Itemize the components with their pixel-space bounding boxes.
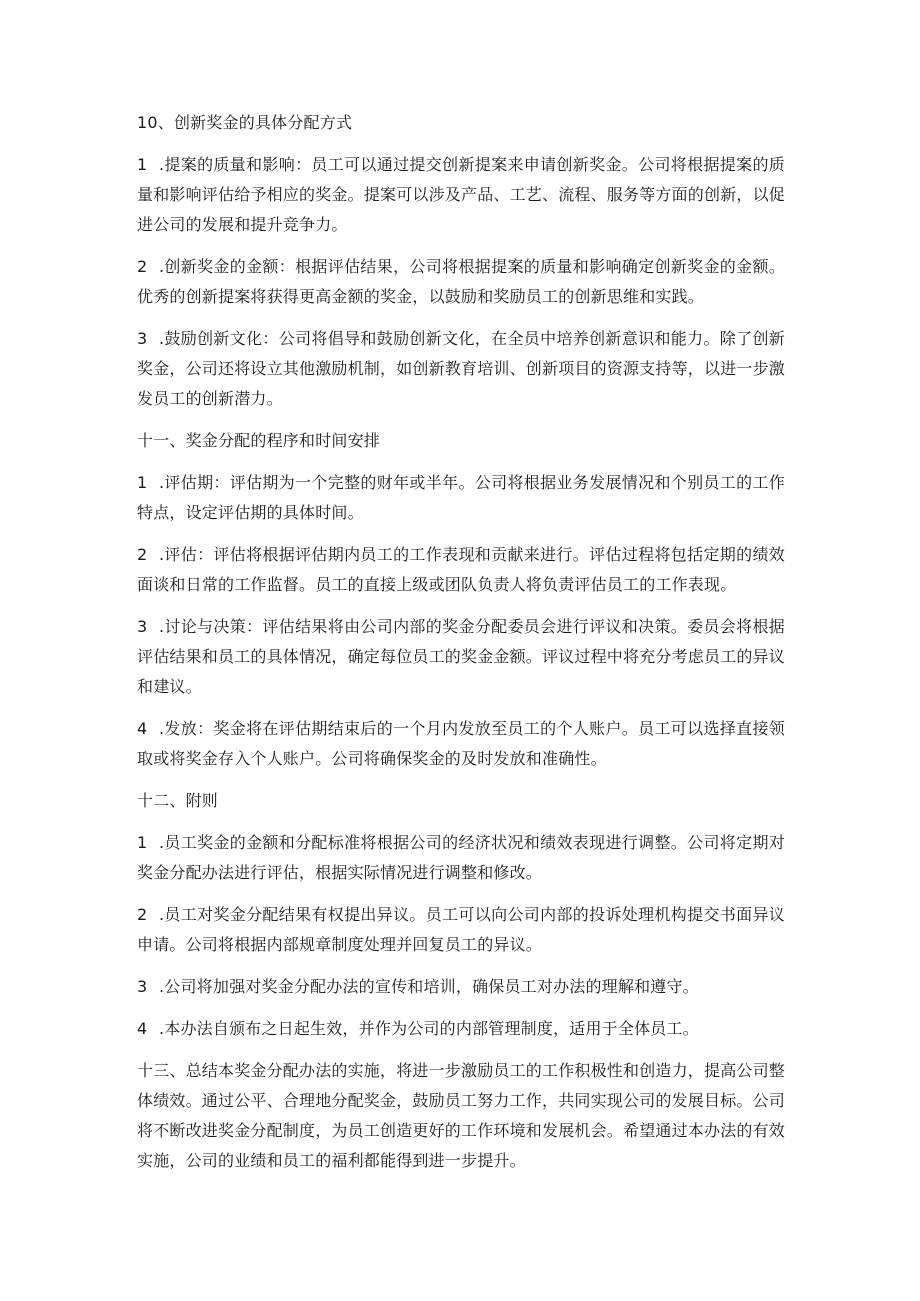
section-11-item-4 (137, 714, 785, 774)
section-10-item-3 (137, 324, 785, 414)
item-number: 1 (137, 155, 148, 174)
item-text: .员工奖金的金额和分配标准将根据公司的经济状况和绩效表现进行调整。公司将定期对奖金分配办法进行评估，根据实际情况进行调整和修改。 (137, 833, 785, 882)
item-text: .员工对奖金分配结果有权提出异议。员工可以向公司内部的投诉处理机构提交书面异议申请。公司将根据内部规章制度处理并回复员工的异议。 (137, 905, 785, 954)
item-text: .鼓励创新文化：公司将倡导和鼓励创新文化，在全员中培养创新意识和能力。除了创新奖金，公司还将设立其他激励机制，如创新教育培训、创新项目的资源支持等，以进一步激发员工的创新潜力。 (137, 329, 786, 408)
item-text: .本办法自颁布之日起生效，并作为公司的内部管理制度，适用于全体员工。 (159, 1019, 699, 1038)
item-number: 2 (137, 905, 148, 924)
item-text: .评估：评估将根据评估期内员工的工作表现和贡献来进行。评估过程将包括定期的绩效面谈和日常的工作监督。员工的直接上级或团队负责人将负责评估员工的工作表现。 (137, 545, 785, 594)
section-11-item-3 (137, 612, 785, 702)
item-text: .提案的质量和影响：员工可以通过提交创新提案来申请创新奖金。公司将根据提案的质量和影响评估给予相应的奖金。提案可以涉及产品、工艺、流程、服务等方面的创新，以促进公司的发展和提升竞争力。 (137, 155, 786, 234)
item-number: 1 (137, 833, 148, 852)
section-11-item-1 (137, 468, 785, 528)
section-10-item-1 (137, 150, 785, 240)
section-heading-12: 十二、附则 (137, 791, 219, 810)
item-number: 4 (137, 719, 148, 738)
item-text: .发放：奖金将在评估期结束后的一个月内发放至员工的个人账户。员工可以选择直接领取或将奖金存入个人账户。公司将确保奖金的及时发放和准确性。 (137, 719, 785, 768)
section-11-item-2 (137, 540, 785, 600)
section-12-item-1 (137, 828, 785, 888)
item-number: 2 (137, 257, 148, 276)
item-text: .评估期：评估期为一个完整的财年或半年。公司将根据业务发展情况和个别员工的工作特点，设定评估期的具体时间。 (137, 473, 785, 522)
conclusion-paragraph: 十三、总结本奖金分配办法的实施，将进一步激励员工的工作积极性和创造力，提高公司整体绩效。通过公平、合理地分配奖金，鼓励员工努力工作，共同实现公司的发展目标。公司将不断改进奖金分配制度，为员工创造更好的工作环境和发展机会。希望通过本办法的有效实施，公司的业绩和员工的福利都能得到进一步提升。 (137, 1061, 786, 1170)
section-12-item-2 (137, 900, 785, 960)
section-10-item-2 (137, 252, 785, 312)
section-heading-11: 十一、奖金分配的程序和时间安排 (137, 431, 381, 450)
item-number: 3 (137, 977, 148, 996)
section-12-item-3 (137, 972, 785, 1002)
item-text: .公司将加强对奖金分配办法的宣传和培训，确保员工对办法的理解和遵守。 (159, 977, 699, 996)
item-text: .讨论与决策：评估结果将由公司内部的奖金分配委员会进行评议和决策。委员会将根据评估结果和员工的具体情况，确定每位员工的奖金金额。评议过程中将充分考虑员工的异议和建议。 (137, 617, 786, 696)
item-number: 4 (137, 1019, 148, 1038)
item-number: 3 (137, 617, 148, 636)
item-number: 3 (137, 329, 148, 348)
item-number: 2 (137, 545, 148, 564)
section-12-item-4 (137, 1014, 785, 1044)
document-page (137, 108, 785, 1188)
section-heading-10: 10、创新奖金的具体分配方式 (137, 113, 353, 132)
item-number: 1 (137, 473, 148, 492)
item-text: .创新奖金的金额：根据评估结果，公司将根据提案的质量和影响确定创新奖金的金额。优秀的创新提案将获得更高金额的奖金，以鼓励和奖励员工的创新思维和实践。 (137, 257, 785, 306)
